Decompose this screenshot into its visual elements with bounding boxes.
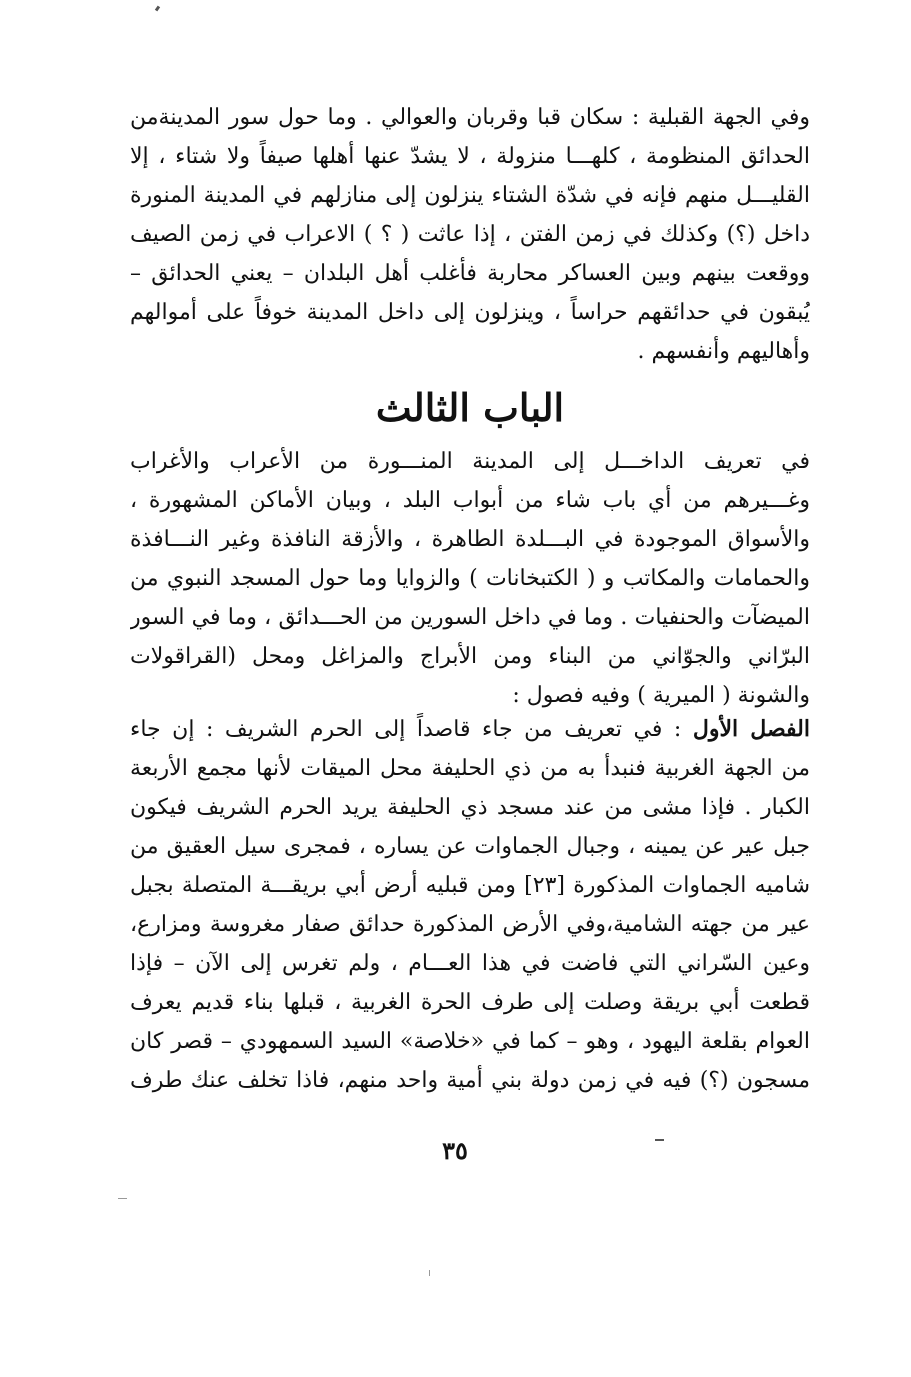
text-line: ووقعت بينهم وبين العساكر محاربة فأغلب أهل البلدان – يعني الحدائق – — [130, 261, 810, 286]
text-line: القليـــل منهم فإنه في شدّة الشتاء ينزلون إلى منازلهم في المدينة المنورة — [130, 183, 810, 208]
paragraph-1 — [130, 98, 810, 371]
text-line: الكبار . فإذا مشى من عند مسجد ذي الحليفة يريد الحرم الشريف فيكون — [130, 795, 810, 820]
text-line: الحدائق المنظومة ، كلهـــا منزولة ، لا يشدّ عنها أهلها صيفاً ولا شتاء ، إلا — [130, 144, 810, 169]
text-line: يُبقون في حدائقهم حراساً ، وينزلون إلى داخل المدينة خوفاً على أموالهم — [130, 300, 810, 325]
section-one — [130, 710, 810, 1100]
text-line: والحمامات والمكاتب و ( الكتبخانات ) والزوايا وما حول المسجد النبوي من — [130, 566, 810, 591]
text-line: الميضآت والحنفيات . وما في داخل السورين من الحـــدائق ، وما في السور — [130, 605, 810, 630]
page-number: ٣٥ — [442, 1136, 468, 1165]
text-line: في تعريف الداخـــل إلى المدينة المنـــورة من الأعراب والأغراب — [130, 449, 810, 474]
text-line: وغـــيرهم من أي باب شاء من أبواب البلد ، وبيان الأماكن المشهورة ، — [130, 488, 810, 513]
text-line — [130, 710, 810, 749]
paragraph-2 — [130, 442, 810, 715]
section-first-line: : في تعريف من جاء قاصداً إلى الحرم الشريف : إن جاء — [130, 717, 682, 742]
text-line: والأسواق الموجودة في البـــلدة الطاهرة ، والأزقة النافذة وغير النـــافذة — [130, 527, 810, 552]
text-line: داخل (؟) وكذلك في زمن الفتن ، إذا عاثت ( ؟ ) الاعراب في زمن الصيف — [130, 222, 810, 247]
text-line: البرّاني والجوّاني من البناء ومن الأبراج والمزاغل ومحل (القراقولات — [130, 644, 810, 669]
text-line: جبل عير عن يمينه ، وجبال الجماوات عن يساره ، فمجرى سيل العقيق من — [130, 834, 810, 859]
text-line: عير من جهته الشامية،وفي الأرض المذكورة حدائق صفار مغروسة ومزارع، — [130, 912, 810, 937]
text-line: من الجهة الغربية فنبدأ به من ذي الحليفة محل الميقات لأنها مجمع الأربعة — [130, 756, 810, 781]
scan-mark-left — [118, 1198, 127, 1199]
text-line: قطعت أبي بريقة وصلت إلى طرف الحرة الغربية ، قبلها بناء قديم يعرف — [130, 990, 810, 1015]
scan-mark-top — [155, 6, 160, 12]
section-label: الفصل الأول — [692, 716, 810, 742]
text-line: العوام بقلعة اليهود ، وهو – كما في «خلاصة» السيد السمهودي – قصر كان — [130, 1029, 810, 1054]
scan-mark-dash — [655, 1139, 664, 1141]
scan-mark-mid — [429, 1270, 430, 1276]
chapter-heading: الباب الثالث — [375, 385, 565, 430]
text-line: شاميه الجماوات المذكورة [٢٣] ومن قبليه أرض أبي بريقـــة المتصلة بجبل — [130, 873, 810, 898]
text-line: وفي الجهة القبلية : سكان قبا وقربان والعوالي . وما حول سور المدينةمن — [130, 105, 810, 130]
text-line: والشونة ( الميرية ) وفيه فصول : — [512, 683, 810, 708]
text-line: وأهاليهم وأنفسهم . — [637, 339, 810, 364]
text-line: وعين السّراني التي فاضت في هذا العـــام ، ولم تغرس إلى الآن – فإذا — [130, 951, 810, 976]
text-line: مسجون (؟) فيه في زمن دولة بني أمية واحد منهم، فاذا تخلف عنك طرف — [130, 1068, 810, 1093]
